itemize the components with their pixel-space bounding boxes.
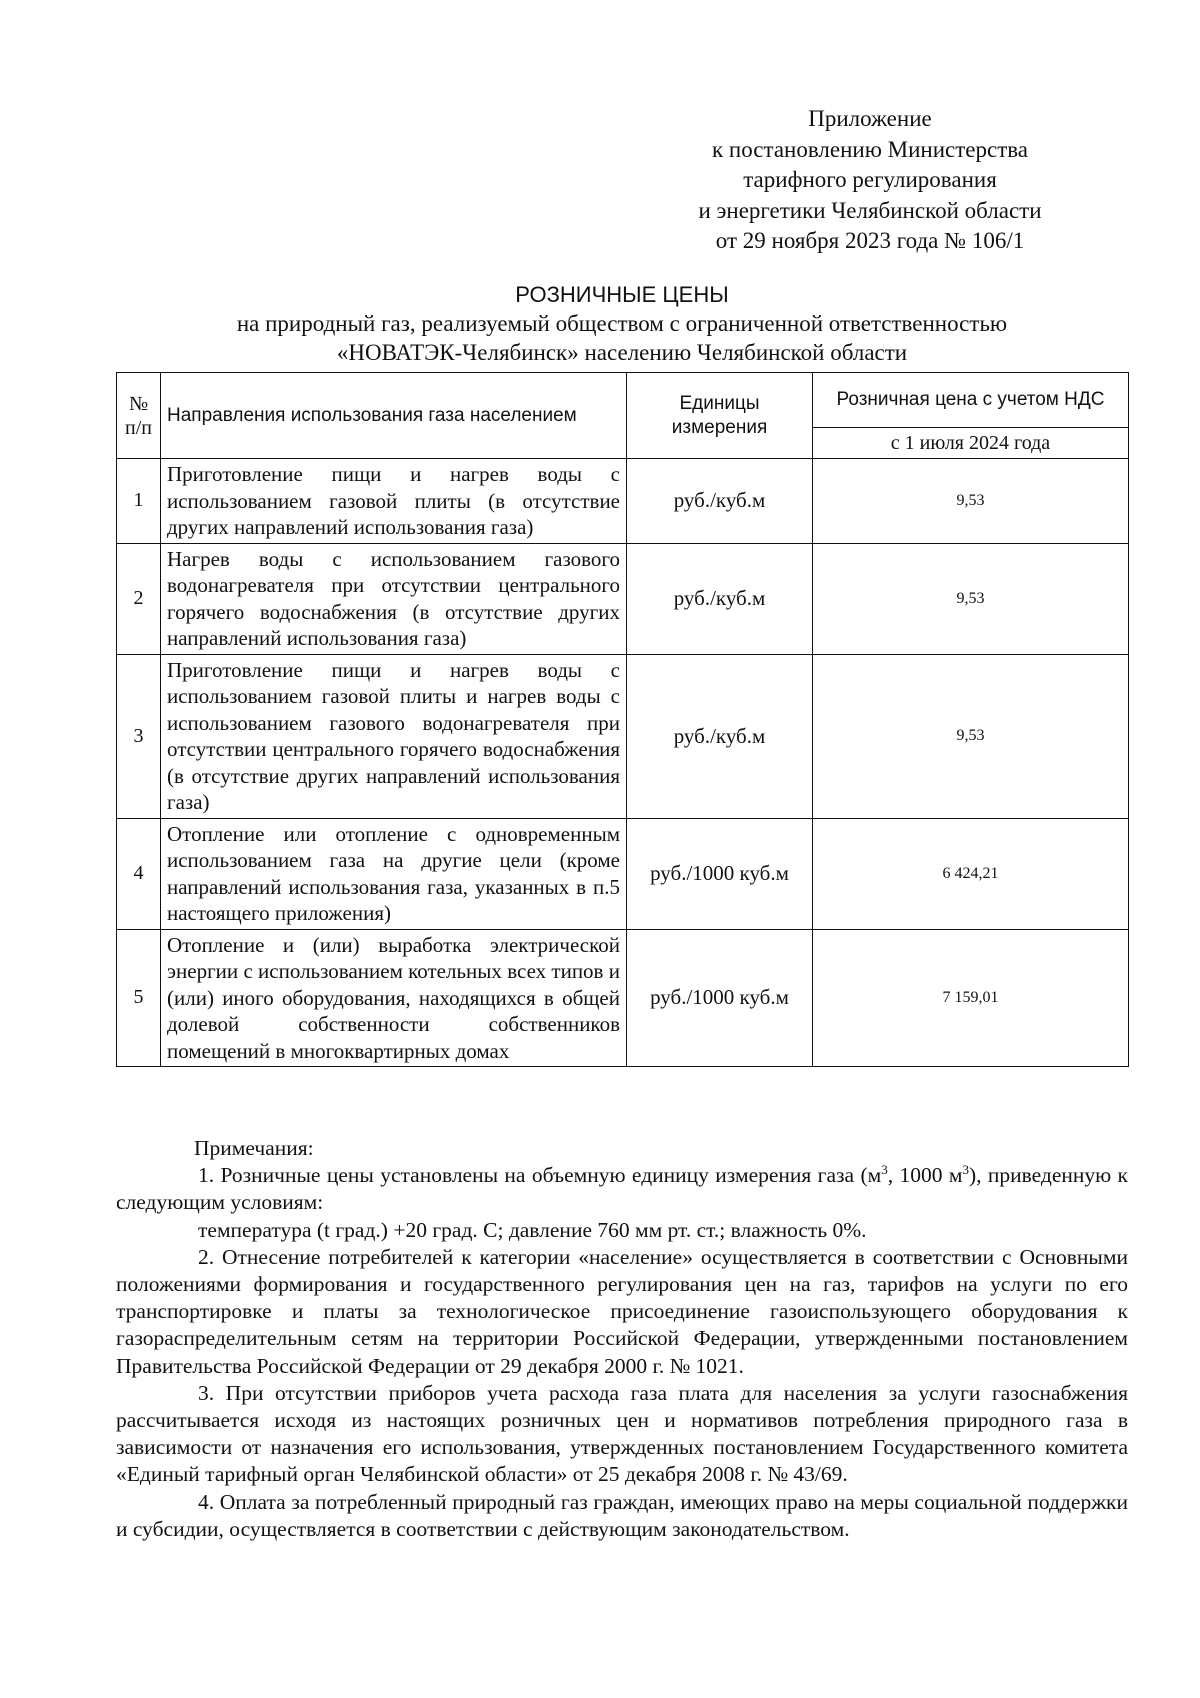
table-header-row bbox=[117, 373, 1129, 428]
note-4: 4. Оплата за потребленный природный газ граждан, имеющих право на меры социальной поддержки и субсидии, осуществляется в соответствии с действующим законодательством. bbox=[116, 1489, 1128, 1541]
note-1-conditions: температура (t град.) +20 град. С; давление 760 мм рт. ст.; влажность 0%. bbox=[198, 1217, 867, 1242]
row-price: 9,53 bbox=[813, 459, 1129, 544]
title-main: РОЗНИЧНЫЕ ЦЕНЫ bbox=[515, 282, 729, 307]
header-price: Розничная цена с учетом НДС bbox=[813, 373, 1129, 428]
note-1-mid: , 1000 м bbox=[887, 1163, 963, 1188]
appendix-line: Приложение bbox=[808, 106, 932, 131]
header-number: № п/п bbox=[117, 373, 161, 459]
appendix-header bbox=[650, 104, 1090, 257]
header-direction: Направления использования газа населением bbox=[161, 373, 627, 459]
note-1-text: 1. Розничные цены установлены на объемную единицу измерения газа (м bbox=[198, 1163, 882, 1188]
note-1-end: ), приведенную к следующим условиям: bbox=[116, 1163, 1129, 1215]
appendix-line: от 29 ноября 2023 года № 106/1 bbox=[715, 228, 1025, 253]
document-title bbox=[116, 280, 1128, 367]
table-row bbox=[117, 929, 1129, 1067]
superscript: 3 bbox=[881, 1162, 888, 1178]
note-3: 3. При отсутствии приборов учета расхода газа плата для населения за услуги газоснабжения рассчитывается исходя из настоящих розничных цен и нормативов потребления природного газа в зависимости от назначения его использования, утвержденных постановлением Государственного комитета «Единый тарифный орган Челябинской области» от 25 декабря 2008 г. № 43/69. bbox=[116, 1380, 1128, 1487]
appendix-line: тарифного регулирования bbox=[743, 167, 997, 192]
row-price: 6 424,21 bbox=[813, 818, 1129, 929]
row-number: 2 bbox=[117, 543, 161, 654]
row-direction: Нагрев воды с использованием газового водонагревателя при отсутствии центрального горячего водоснабжения (в отсутствие других направлений использования газа) bbox=[161, 543, 627, 654]
row-number: 5 bbox=[117, 929, 161, 1067]
header-date: с 1 июля 2024 года bbox=[813, 428, 1129, 459]
row-unit: руб./1000 куб.м bbox=[627, 818, 813, 929]
row-number: 4 bbox=[117, 818, 161, 929]
row-direction: Отопление и (или) выработка электрической энергии с использованием котельных всех типов и (или) иного оборудования, находящихся в общей долевой собственности собственников помещений в многоквартирных домах bbox=[161, 929, 627, 1067]
table-row bbox=[117, 459, 1129, 544]
row-number: 3 bbox=[117, 654, 161, 818]
row-unit: руб./куб.м bbox=[627, 654, 813, 818]
row-price: 9,53 bbox=[813, 543, 1129, 654]
appendix-line: и энергетики Челябинской области bbox=[698, 197, 1042, 223]
note-2: 2. Отнесение потребителей к категории «население» осуществляется в соответствии с Основными положениями формирования и государственного регулирования цен на газ, тарифов на услуги по его транспортировке и платы за технологическое присоединение газоиспользующего оборудования к газораспределительным сетям на территории Российской Федерации, утвержденными постановлением Правительства Российской Федерации от 29 декабря 2000 г. № 1021. bbox=[116, 1244, 1128, 1378]
notes-heading: Примечания: bbox=[194, 1136, 314, 1160]
notes-section bbox=[116, 1135, 1128, 1543]
row-price: 9,53 bbox=[813, 654, 1129, 818]
row-direction: Приготовление пищи и нагрев воды с использованием газовой плиты и нагрев воды с использованием газового водонагревателя при отсутствии центрального горячего водоснабжения (в отсутствие других направлений использования газа) bbox=[161, 654, 627, 818]
price-table bbox=[116, 372, 1129, 1067]
row-direction: Приготовление пищи и нагрев воды с использованием газовой плиты (в отсутствие других направлений использования газа) bbox=[161, 459, 627, 544]
row-direction: Отопление или отопление с одновременным использованием газа на другие цели (кроме направлений использования газа, указанных в п.5 настоящего приложения) bbox=[161, 818, 627, 929]
appendix-line: к постановлению Министерства bbox=[711, 136, 1029, 162]
row-unit: руб./1000 куб.м bbox=[627, 929, 813, 1067]
title-line-2: на природный газ, реализуемый обществом с ограниченной ответственностью bbox=[236, 311, 1008, 336]
row-unit: руб./куб.м bbox=[627, 543, 813, 654]
row-number: 1 bbox=[117, 459, 161, 544]
superscript: 3 bbox=[962, 1162, 969, 1178]
table-row bbox=[117, 818, 1129, 929]
row-unit: руб./куб.м bbox=[627, 459, 813, 544]
table-row bbox=[117, 654, 1129, 818]
header-unit: Единицы измерения bbox=[627, 373, 813, 459]
title-line-3: «НОВАТЭК-Челябинск» населению Челябинской области bbox=[336, 340, 908, 365]
row-price: 7 159,01 bbox=[813, 929, 1129, 1067]
table-row bbox=[117, 543, 1129, 654]
note-1 bbox=[116, 1162, 1128, 1216]
